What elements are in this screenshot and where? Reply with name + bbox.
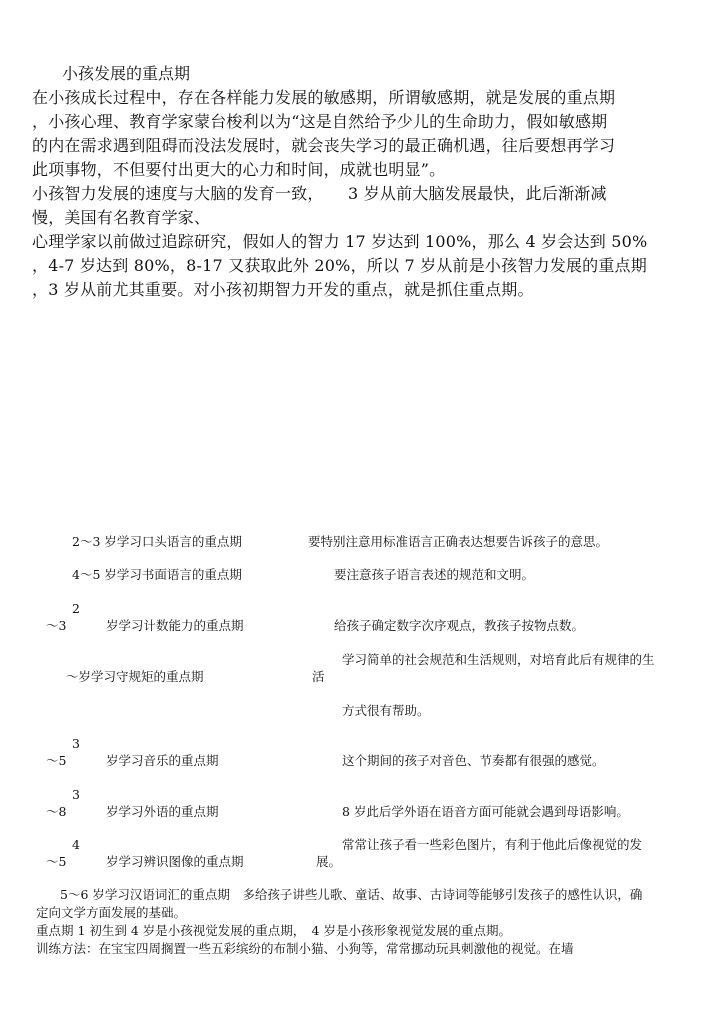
period-age-start: 4 bbox=[72, 837, 80, 852]
period-tip: 要注意孩子语言表述的规范和文明。 bbox=[334, 567, 535, 582]
footer-text bbox=[36, 886, 692, 958]
period-age-start: 3 bbox=[72, 787, 80, 802]
period-label: 岁学习计数能力的重点期 bbox=[106, 618, 244, 633]
brain-line: ，3 岁从前尤其重要。对小孩初期智力开发的重点，就是抓住重点期。 bbox=[32, 280, 534, 299]
brain-line: 小孩智力发展的速度与大脑的发育一致， 3 岁从前大脑发展最快，此后渐渐减 bbox=[32, 184, 607, 203]
period-label: 岁学习外语的重点期 bbox=[106, 804, 219, 819]
footer-line: 训练方法：在宝宝四周搁置一些五彩缤纷的布制小猫、小狗等，常常挪动玩具刺激他的视觉。在墙 bbox=[36, 941, 574, 956]
period-label: ～岁学习守规矩的重点期 bbox=[66, 669, 204, 684]
intro-line: 的内在需求遇到阻碍而没法发展时，就会丧失学习的最正确机遇，往后要想再学习 bbox=[32, 136, 616, 155]
period-tip: 8 岁此后学外语在语音方面可能就会遇到母语影响。 bbox=[342, 804, 629, 819]
period-age-end: ～3 bbox=[46, 618, 67, 633]
period-age-start: 2 bbox=[72, 601, 80, 616]
period-tip-continued: 方式很有帮助。 bbox=[342, 703, 430, 718]
period-age-end: ～5 bbox=[46, 753, 67, 768]
intro-line: ，小孩心理、教育学家蒙台梭利以为“这是自然给予少儿的生命助力，假如敏感期 bbox=[32, 112, 608, 131]
period-age-label: 2～3 岁学习口头语言的重点期 bbox=[72, 534, 242, 549]
period-label: 岁学习音乐的重点期 bbox=[106, 753, 219, 768]
brain-line: 心理学家以前做过追踪研究，假如人的智力 17 岁达到 100%，那么 4 岁会达到 50% bbox=[32, 232, 648, 251]
period-age-label: 4～5 岁学习书面语言的重点期 bbox=[72, 567, 242, 582]
brain-development-paragraph bbox=[32, 182, 692, 302]
footer-line: 5～6 岁学习汉语词汇的重点期 多给孩子讲些儿歌、童话、故事、古诗词等能够引发孩子的感性认识，确 bbox=[60, 887, 643, 902]
period-tip-continued: 活 bbox=[312, 669, 325, 684]
period-tip-continued: 展。 bbox=[316, 854, 342, 869]
footer-line: 定向文学方面发展的基础。 bbox=[36, 905, 187, 920]
brain-line: ，4-7 岁达到 80%，8-17 又获取此外 20%，所以 7 岁从前是小孩智力发展的重点期 bbox=[32, 256, 647, 275]
period-tip: 这个期间的孩子对音色、节奏都有很强的感觉。 bbox=[342, 753, 605, 768]
intro-line: 在小孩成长过程中，存在各样能力发展的敏感期，所谓敏感期，就是发展的重点期 bbox=[32, 88, 616, 107]
period-tip: 给孩子确定数字次序观点，教孩子按物点数。 bbox=[334, 618, 585, 633]
brain-line: 慢，美国有名教育学家、 bbox=[32, 208, 211, 227]
period-tip: 要特别注意用标准语言正确表达想要告诉孩子的意思。 bbox=[308, 534, 609, 549]
period-tip: 学习简单的社会规范和生活规则，对培育此后有规律的生 bbox=[342, 652, 655, 667]
intro-paragraph bbox=[32, 86, 692, 182]
period-age-start: 3 bbox=[72, 736, 80, 751]
intro-line: 此项事物，不但要付出更大的心力和时间，成就也明显”。 bbox=[32, 160, 446, 179]
period-age-end: ～5 bbox=[46, 854, 67, 869]
document-title: 小孩发展的重点期 bbox=[62, 64, 191, 83]
period-age-end: ～8 bbox=[46, 804, 67, 819]
footer-line: 重点期 1 初生到 4 岁是小孩视觉发展的重点期， 4 岁是小孩形象视觉发展的重点期。 bbox=[36, 923, 511, 938]
period-label: 岁学习辨识图像的重点期 bbox=[106, 854, 244, 869]
period-tip: 常常让孩子看一些彩色图片，有利于他此后像视觉的发 bbox=[342, 837, 643, 852]
